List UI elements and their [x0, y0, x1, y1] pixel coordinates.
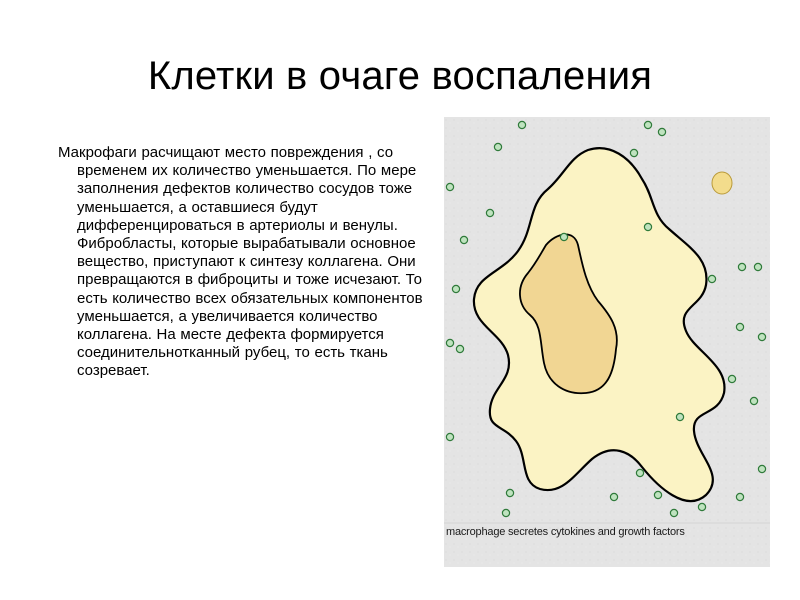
particle-dot	[736, 323, 743, 330]
particle-dot	[728, 375, 735, 382]
particle-dot	[644, 223, 651, 230]
macrophage-figure	[444, 117, 770, 567]
particle-dot	[494, 143, 501, 150]
slide-title: Клетки в очаге воспаления	[147, 54, 653, 98]
particle-dot	[636, 469, 643, 476]
particle-dot	[486, 209, 493, 216]
particle-dot	[630, 149, 637, 156]
particle-dot	[446, 183, 453, 190]
particle-dot	[708, 275, 715, 282]
particle-dot	[670, 509, 677, 516]
particle-dot	[560, 233, 567, 240]
particle-dot	[446, 339, 453, 346]
particle-dot	[738, 263, 745, 270]
particle-dot	[736, 493, 743, 500]
figure-caption: macrophage secretes cytokines and growth factors	[446, 526, 685, 538]
macrophage-illustration	[444, 117, 770, 567]
body-text: Макрофаги расчищают место повреждения , со временем их количество уменьшается. По мере заполнения дефектов количество сосудов тоже уменьшается, а оставшиеся будут дифференцироваться в артериолы и венулы. Фибробласты, которые вырабатывали основное вещество, приступают к синтезу коллагена. Они превращаются в фиброциты и тоже исчезают. То есть количество всех обязательных компонентов уменьшается, а увеличивается количество коллагена. На месте дефекта формируется соединительнотканный рубец, то есть ткань созревает.	[58, 144, 423, 380]
particle-dot	[502, 509, 509, 516]
particle-dot	[460, 236, 467, 243]
particle-dot	[506, 489, 513, 496]
particle-dot	[754, 263, 761, 270]
particle-dot	[758, 465, 765, 472]
particle-dot	[758, 333, 765, 340]
particle-dot	[676, 413, 683, 420]
particle-dot	[446, 433, 453, 440]
particle-dot	[456, 345, 463, 352]
particle-dot	[610, 493, 617, 500]
particle-dot	[644, 121, 651, 128]
particle-dot	[750, 397, 757, 404]
particle-dot	[658, 128, 665, 135]
particle-dot	[698, 503, 705, 510]
particle-dot	[452, 285, 459, 292]
small-vesicle	[712, 172, 732, 194]
particle-dot	[518, 121, 525, 128]
particle-dot	[654, 491, 661, 498]
